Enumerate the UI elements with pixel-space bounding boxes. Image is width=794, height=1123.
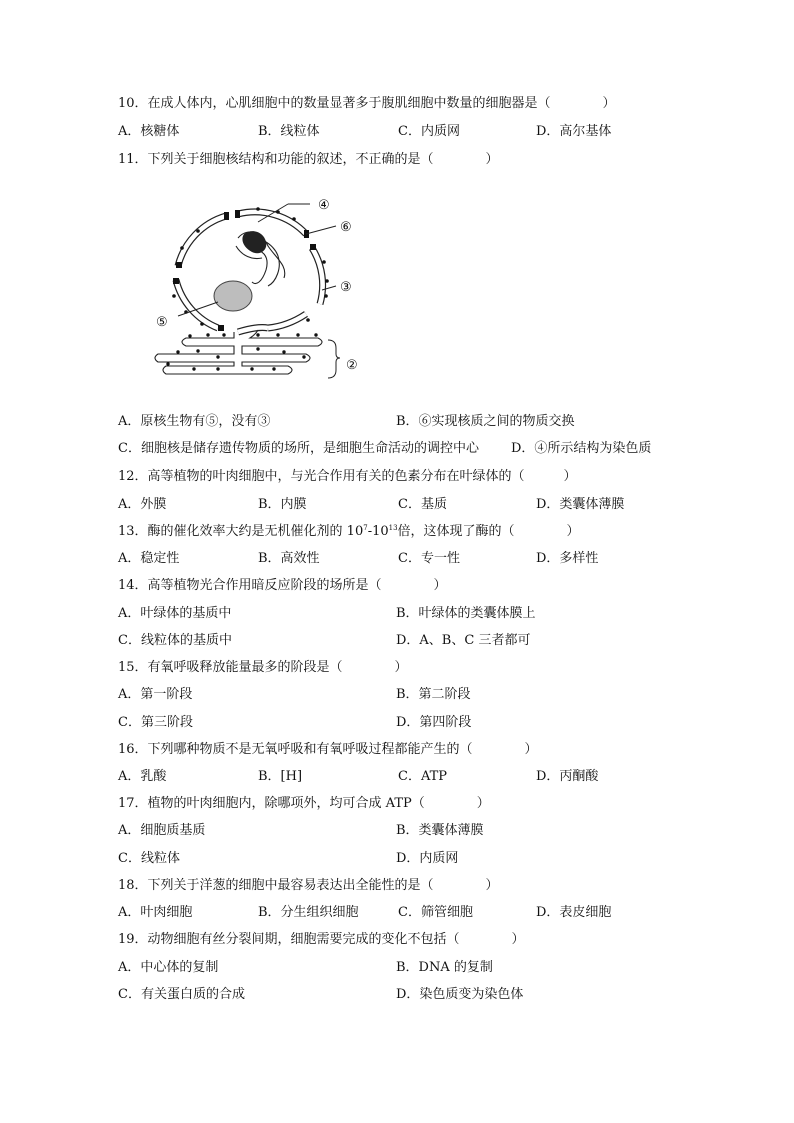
q13-stem-text: 13．酶的催化效率大约是无机催化剂的 10 (118, 524, 364, 539)
question-16-option-d: D．丙酮酸 (536, 769, 599, 784)
question-15-option-a: A．第一阶段 (118, 687, 193, 702)
label-nuclear-envelope: ③ (340, 280, 352, 295)
q13-exp-1: 7 (363, 524, 368, 532)
question-12-option-c: C．基质 (398, 497, 447, 512)
question-17-option-c: C．线粒体 (118, 851, 180, 866)
question-18-stem: 18．下列关于洋葱的细胞中最容易表达出全能性的是（ ） (118, 878, 499, 893)
label-chromatin: ④ (318, 198, 330, 213)
question-17-stem: 17．植物的叶肉细胞内，除哪项外，均可合成 ATP（ ） (118, 796, 490, 811)
question-10-stem: 10．在成人体内，心肌细胞中的数量显著多于腹肌细胞中数量的细胞器是（ ） (118, 96, 616, 111)
question-17-option-d: D．内质网 (396, 851, 459, 866)
question-19-option-c: C．有关蛋白质的合成 (118, 987, 245, 1002)
question-18-option-d: D．表皮细胞 (536, 905, 612, 920)
label-nuclear-pore: ⑥ (340, 220, 352, 235)
question-11-stem: 11．下列关于细胞核结构和功能的叙述，不正确的是（ ） (118, 152, 499, 167)
q13-stem-mid: -10 (367, 524, 389, 539)
question-14-stem: 14．高等植物光合作用暗反应阶段的场所是（ ） (118, 578, 447, 593)
question-14-option-c: C．线粒体的基质中 (118, 633, 232, 648)
question-11-option-c: C．细胞核是储存遗传物质的场所，是细胞生命活动的调控中心 (118, 441, 479, 456)
q13-stem-end: 倍，这体现了酶的（ ） (397, 524, 580, 539)
question-15-option-b: B．第二阶段 (396, 687, 471, 702)
question-11-option-d: D．④所示结构为染色质 (511, 441, 652, 456)
question-14-option-b: B．叶绿体的类囊体膜上 (396, 606, 536, 621)
question-16-option-c: C．ATP (398, 769, 448, 784)
label-nucleolus: ⑤ (156, 315, 168, 330)
question-13-option-d: D．多样性 (536, 551, 599, 566)
label-endoplasmic-reticulum: ② (346, 358, 358, 373)
question-19-option-b: B．DNA 的复制 (396, 960, 493, 975)
question-16-stem: 16．下列哪种物质不是无氧呼吸和有氧呼吸过程都能产生的（ ） (118, 742, 538, 757)
question-16-option-b: B．[H] (258, 769, 303, 784)
question-13-option-b: B．高效性 (258, 551, 320, 566)
question-10-option-a: A．核糖体 (118, 124, 180, 139)
question-12-option-a: A．外膜 (118, 497, 167, 512)
q13-exp-2: 13 (388, 524, 398, 532)
question-13-stem (118, 524, 580, 540)
question-11-option-b: B．⑥实现核质之间的物质交换 (396, 414, 575, 429)
question-10-option-d: D．高尔基体 (536, 124, 612, 139)
question-11-option-a: A．原核生物有⑤，没有③ (118, 414, 271, 429)
question-18-option-c: C．筛管细胞 (398, 905, 473, 920)
question-19-option-a: A．中心体的复制 (118, 960, 219, 975)
question-12-stem: 12．高等植物的叶肉细胞中，与光合作用有关的色素分布在叶绿体的（ ） (118, 469, 577, 484)
question-14-option-d: D．A、B、C 三者都可 (396, 633, 531, 648)
question-15-stem: 15．有氧呼吸释放能量最多的阶段是（ ） (118, 660, 408, 675)
question-18-option-b: B．分生组织细胞 (258, 905, 359, 920)
question-17-option-a: A．细胞质基质 (118, 823, 206, 838)
question-12-option-d: D．类囊体薄膜 (536, 497, 625, 512)
question-12-option-b: B．内膜 (258, 497, 307, 512)
question-19-option-d: D．染色质变为染色体 (396, 987, 524, 1002)
question-10-option-b: B．线粒体 (258, 124, 320, 139)
question-10-option-c: C．内质网 (398, 124, 460, 139)
question-13-option-c: C．专一性 (398, 551, 460, 566)
question-13-option-a: A．稳定性 (118, 551, 180, 566)
question-16-option-a: A．乳酸 (118, 769, 167, 784)
question-15-option-c: C．第三阶段 (118, 715, 193, 730)
question-15-option-d: D．第四阶段 (396, 715, 472, 730)
question-17-option-b: B．类囊体薄膜 (396, 823, 484, 838)
question-19-stem: 19．动物细胞有丝分裂间期，细胞需要完成的变化不包括（ ） (118, 932, 525, 947)
question-14-option-a: A．叶绿体的基质中 (118, 606, 232, 621)
question-18-option-a: A．叶肉细胞 (118, 905, 193, 920)
nucleus-diagram (138, 186, 373, 391)
